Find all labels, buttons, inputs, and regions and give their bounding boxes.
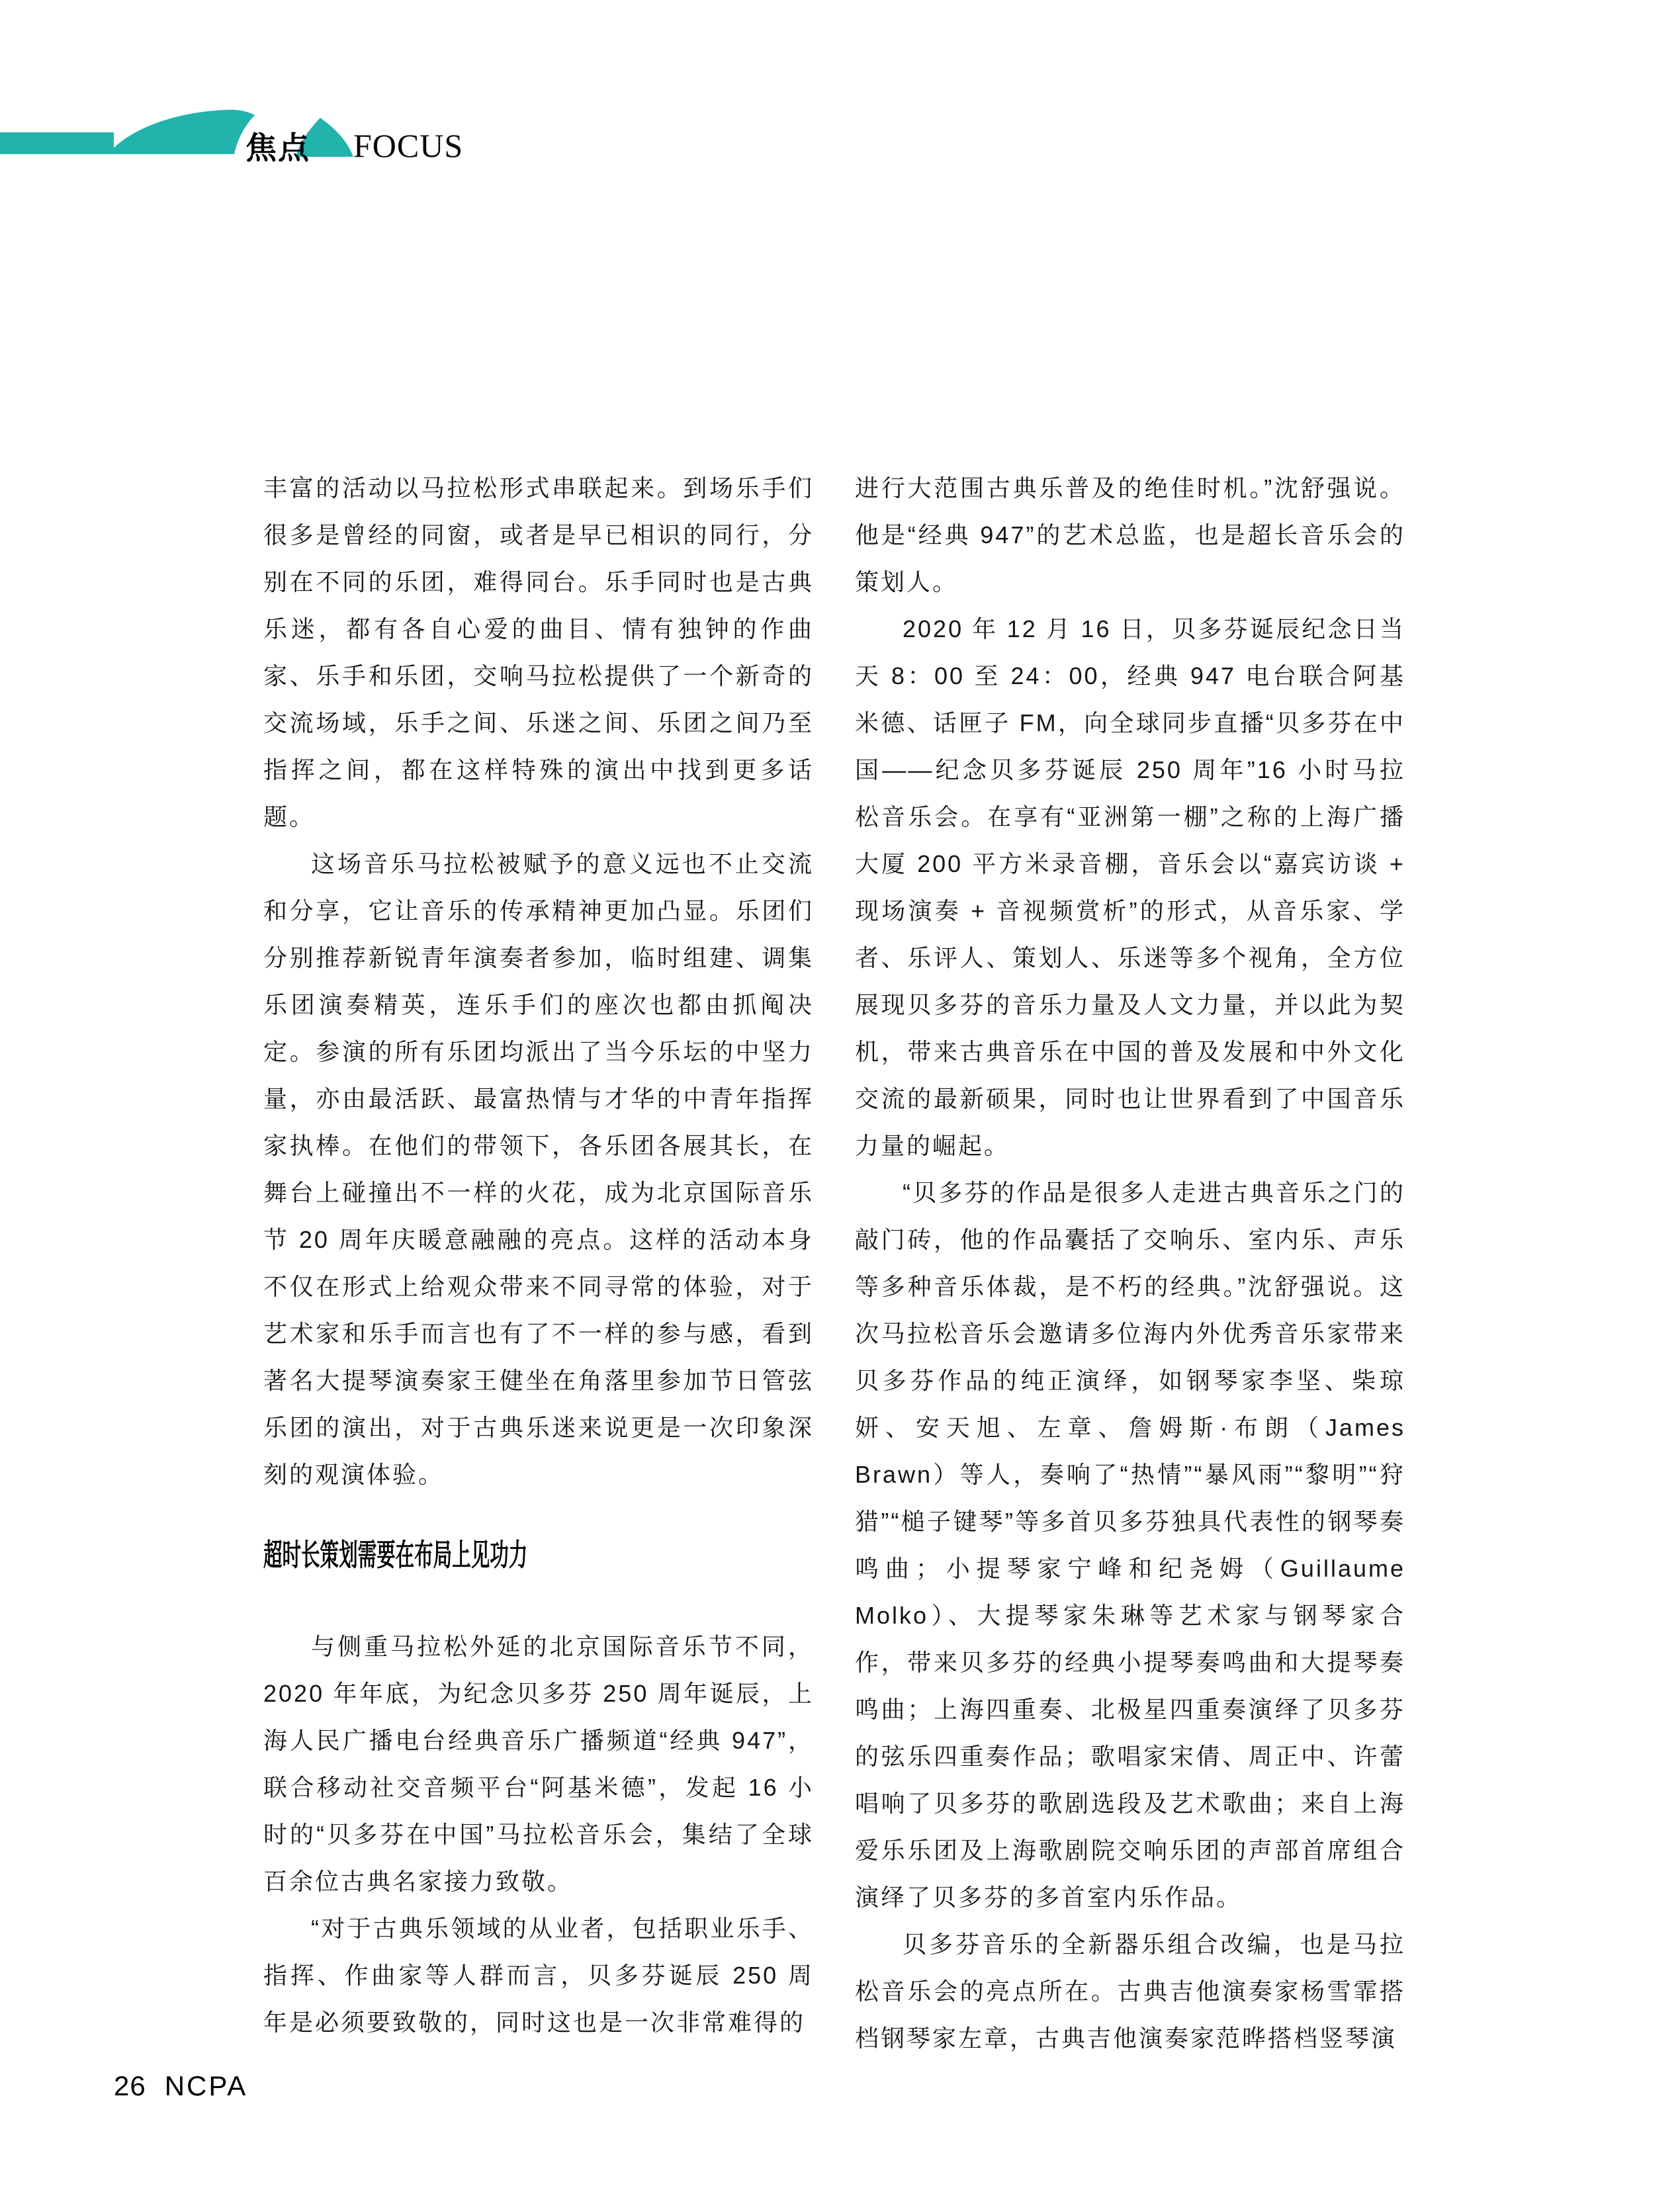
paragraph: 与侧重马拉松外延的北京国际音乐节不同，2020 年年底，为纪念贝多芬 250 周年诞辰，上海人民广播电台经典音乐广播频道“经典 947”，联合移动社交音频平台“阿基米德”，发起 16 小时的“贝多芬在中国”马拉松音乐会，集结了全球百余位古典名家接力致敬。 — [263, 1633, 814, 1895]
section-title-cn: 焦点 — [245, 130, 310, 165]
masthead-bar-icon — [0, 132, 114, 154]
journal-brand: NCPA — [164, 2070, 248, 2101]
paragraph: 贝多芬音乐的全新器乐组合改编，也是马拉松音乐会的亮点所在。古典吉他演奏家杨雪霏搭档钢琴家左章，古典吉他演奏家范晔搭档竖琴演 — [855, 1931, 1405, 2052]
subsection-heading — [263, 1534, 814, 1575]
paragraph: “贝多芬的作品是很多人走进古典音乐之门的敲门砖，他的作品囊括了交响乐、室内乐、声乐等多种音乐体裁，是不朽的经典。”沈舒强说。这次马拉松音乐会邀请多位海内外优秀音乐家带来贝多芬作品的纯正演绎，如钢琴家李坚、柴琼妍、安天旭、左章、詹姆斯·布朗（James Brawn）等人，奏响了“热情”“暴风雨”“黎明”“狩猎”“槌子键琴”等多首贝多芬独具代表性的钢琴奏鸣曲；小提琴家宁峰和纪尧姆（Guillaume Molko）、大提琴家朱琳等艺术家与钢琴家合作，带来贝多芬的经典小提琴奏鸣曲和大提琴奏鸣曲；上海四重奏、北极星四重奏演绎了贝多芬的弦乐四重奏作品；歌唱家宋倩、周正中、许蕾唱响了贝多芬的歌剧选段及艺术歌曲；来自上海爱乐乐团及上海歌剧院交响乐团的声部首席组合演绎了贝多芬的多首室内乐作品。 — [855, 1179, 1405, 1911]
article-column-right — [855, 464, 1405, 2062]
paragraph: 进行大范围古典乐普及的绝佳时机。”沈舒强说。他是“经典 947”的艺术总监，也是超长音乐会的策划人。 — [855, 474, 1405, 595]
article-column-left — [263, 464, 814, 2046]
paragraph: 2020 年 12 月 16 日，贝多芬诞辰纪念日当天 8：00 至 24：00，经典 947 电台联合阿基米德、话匣子 FM，向全球同步直播“贝多芬在中国——纪念贝多芬诞辰 250 周年”16 小时马拉松音乐会。在享有“亚洲第一棚”之称的上海广播大厦 200 平方米录音棚，音乐会以“嘉宾访谈 + 现场演奏 + 音视频赏析”的形式，从音乐家、学者、乐评人、策划人、乐迷等多个视角，全方位展现贝多芬的音乐力量及人文力量，并以此为契机，带来古典音乐在中国的普及发展和中外文化交流的最新硕果，同时也让世界看到了中国音乐力量的崛起。 — [855, 615, 1405, 1159]
page-footer — [114, 2071, 247, 2101]
focus-section-masthead — [0, 106, 516, 192]
page-number: 26 — [114, 2070, 146, 2101]
masthead-dome-icon — [108, 110, 255, 154]
paragraph: “对于古典乐领域的从业者，包括职业乐手、指挥、作曲家等人群而言，贝多芬诞辰 250 周年是必须要致敬的，同时这也是一次非常难得的 — [263, 1915, 814, 2036]
paragraph: 这场音乐马拉松被赋予的意义远也不止交流和分享，它让音乐的传承精神更加凸显。乐团们分别推荐新锐青年演奏者参加，临时组建、调集乐团演奏精英，连乐手们的座次也都由抓阄决定。参演的所有乐团均派出了当今乐坛的中坚力量，亦由最活跃、最富热情与才华的中青年指挥家执棒。在他们的带领下，各乐团各展其长，在舞台上碰撞出不一样的火花，成为北京国际音乐节 20 周年庆暖意融融的亮点。这样的活动本身不仅在形式上给观众带来不同寻常的体验，对于艺术家和乐手而言也有了不一样的参与感，看到著名大提琴演奏家王健坐在角落里参加节日管弦乐团的演出，对于古典乐迷来说更是一次印象深刻的观演体验。 — [263, 850, 814, 1488]
section-title-en: FOCUS — [353, 127, 464, 164]
paragraph: 丰富的活动以马拉松形式串联起来。到场乐手们很多是曾经的同窗，或者是早已相识的同行，分别在不同的乐团，难得同台。乐手同时也是古典乐迷，都有各自心爱的曲目、情有独钟的作曲家、乐手和乐团，交响马拉松提供了一个新奇的交流场域，乐手之间、乐迷之间、乐团之间乃至指挥之间，都在这样特殊的演出中找到更多话题。 — [263, 474, 814, 830]
subsection-heading-text: 超时长策划需要在布局上见功力 — [263, 1538, 528, 1572]
